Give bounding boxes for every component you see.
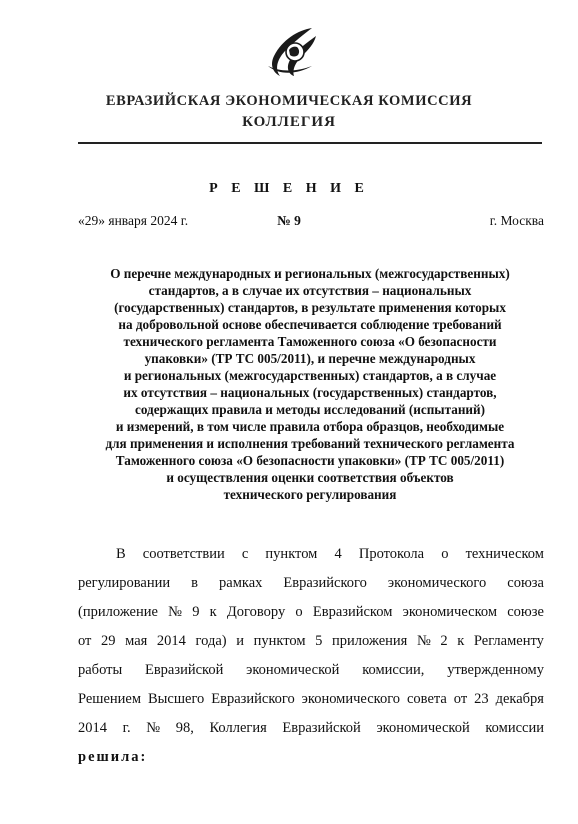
- body-word: от: [78, 633, 92, 649]
- body-word: с: [241, 546, 249, 562]
- body-word: о: [295, 604, 303, 620]
- decision-body: [78, 540, 544, 772]
- body-word: мая: [125, 633, 148, 649]
- body-word: о: [441, 546, 449, 562]
- body-word: комиссии,: [362, 662, 425, 678]
- body-word: В: [116, 546, 126, 562]
- body-word: года): [195, 633, 227, 649]
- body-line: [78, 627, 544, 656]
- body-word: Протокола: [358, 546, 425, 562]
- body-word: союзе: [507, 604, 544, 620]
- body-word: пунктом: [253, 633, 306, 649]
- body-line: [78, 685, 544, 714]
- body-word: (приложение: [78, 604, 158, 620]
- body-word: соответствии: [142, 546, 225, 562]
- title-line: стандартов, а в случае их отсутствия – национальных: [148, 283, 472, 298]
- title-line: и региональных (межгосударственных) стандартов, а в случае: [123, 368, 497, 383]
- body-word: пунктом: [265, 546, 318, 562]
- body-word: 4: [334, 546, 342, 562]
- title-line: упаковки» (ТР ТС 005/2011), и перечне международных: [144, 351, 476, 366]
- org-name: ЕВРАЗИЙСКАЯ ЭКОНОМИЧЕСКАЯ КОМИССИЯ: [105, 93, 473, 109]
- org-subtitle: КОЛЛЕГИЯ: [242, 114, 336, 130]
- header-divider: [78, 142, 542, 144]
- body-word: экономического: [301, 691, 401, 707]
- body-line: [78, 569, 544, 598]
- body-line: [78, 540, 544, 569]
- body-word: г.: [122, 720, 131, 736]
- body-word: в: [191, 575, 198, 591]
- body-word: рамках: [219, 575, 263, 591]
- title-line: (государственных) стандартов, в результате применения которых: [114, 300, 506, 315]
- title-line: технического регламента Таможенного союза «О безопасности: [123, 334, 497, 349]
- body-word: 5: [315, 633, 323, 649]
- body-word: 29: [101, 633, 116, 649]
- body-word: экономической: [376, 720, 470, 736]
- title-line: на добровольной основе обеспечивается соблюдение требований: [118, 317, 502, 332]
- body-word: Решением: [78, 691, 142, 707]
- body-word: комиссии: [485, 720, 544, 736]
- title-line: технического регулирования: [223, 487, 397, 502]
- body-word: №: [168, 604, 182, 620]
- body-word: и: [236, 633, 244, 649]
- body-word: 2: [440, 633, 448, 649]
- title-line: содержащих правила и методы исследований (испытаний): [134, 402, 486, 417]
- title-line: О перечне международных и региональных (межгосударственных): [110, 266, 510, 281]
- decision-date: «29» января 2024 г.: [78, 213, 189, 228]
- body-line: [78, 656, 544, 685]
- body-word: к: [209, 604, 217, 620]
- body-word: Евразийской: [144, 662, 224, 678]
- body-word: к: [457, 633, 465, 649]
- body-word: Высшего: [148, 691, 205, 707]
- body-line: [78, 598, 544, 627]
- body-word: приложения: [331, 633, 408, 649]
- title-line: Таможенного союза «О безопасности упаковки» (ТР ТС 005/2011): [115, 453, 505, 468]
- document-type-heading: Р Е Ш Е Н И Е: [209, 181, 369, 196]
- body-word: регулировании: [78, 575, 171, 591]
- body-word: Регламенту: [473, 633, 544, 649]
- title-line: и осуществления оценки соответствия объектов: [166, 470, 454, 485]
- decision-city: г. Москва: [489, 213, 544, 228]
- body-word: декабря: [495, 691, 544, 707]
- body-word: экономической: [246, 662, 340, 678]
- body-word: Евразийского: [283, 575, 367, 591]
- body-word: №: [416, 633, 431, 649]
- body-word: 23: [474, 691, 489, 707]
- title-line: их отсутствия – национальных (государственных) стандартов,: [123, 385, 497, 400]
- body-word: 2014: [78, 720, 107, 736]
- body-word: экономического: [387, 575, 487, 591]
- decision-number: № 9: [277, 213, 301, 228]
- body-word: 98,: [175, 720, 194, 736]
- body-word: Евразийского: [211, 691, 295, 707]
- body-word: союза: [507, 575, 544, 591]
- body-word: №: [146, 720, 161, 736]
- body-word: работы: [78, 662, 123, 678]
- body-word: Евразийском: [312, 604, 393, 620]
- body-word: Евразийской: [282, 720, 361, 736]
- title-line: для применения и исполнения требований технического регламента: [105, 436, 515, 451]
- body-word: утвержденному: [447, 662, 544, 678]
- body-line: [78, 714, 544, 743]
- body-word: совета: [407, 691, 447, 707]
- body-word: 9: [192, 604, 200, 620]
- body-line: [78, 743, 544, 772]
- body-word: Коллегия: [209, 720, 267, 736]
- decision-title: [70, 265, 550, 503]
- body-word: 2014: [156, 633, 186, 649]
- body-word: решила:: [78, 749, 148, 765]
- eec-emblem-icon: [262, 22, 320, 80]
- title-line: и измерений, в том числе правила отбора образцов, необходимые: [115, 419, 505, 434]
- body-word: экономическом: [402, 604, 498, 620]
- body-word: Договору: [226, 604, 286, 620]
- body-word: техническом: [465, 546, 544, 562]
- body-word: от: [453, 691, 468, 707]
